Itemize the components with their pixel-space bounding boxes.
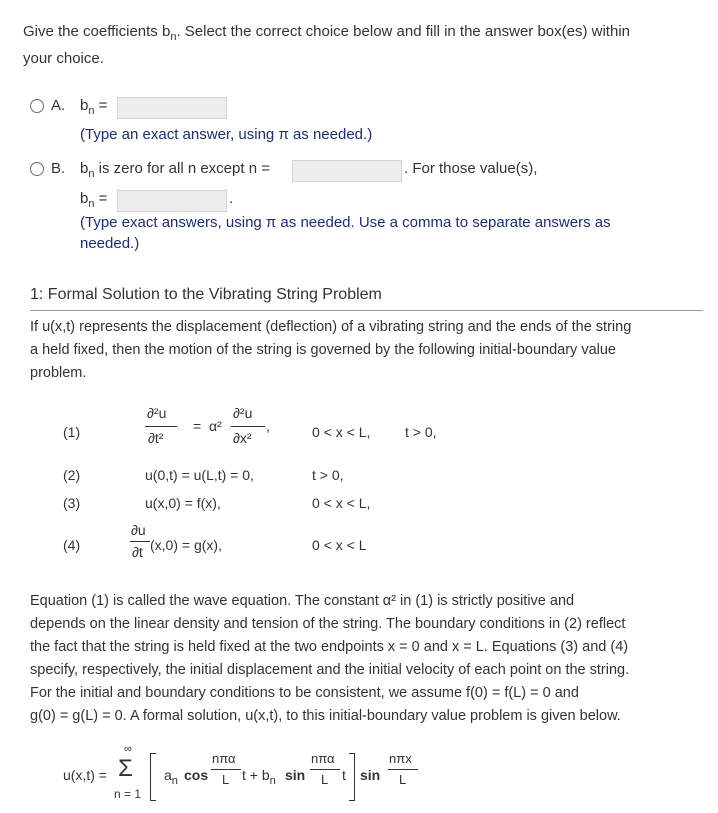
prompt-text: Give the coefficients b [23,23,171,40]
choice-b-hint-line1: (Type exact answers, using π as needed. Use a comma to separate answers as [80,214,611,231]
b-label: b [80,97,89,114]
eq4-dt: ∂t [132,544,143,560]
explanation-line-5: For the initial and boundary conditions to be consistent, we assume f(0) = f(L) = 0 and [30,685,579,701]
eq4-du: ∂u [131,522,146,538]
eq1-rhs-denominator: ∂x² [233,430,252,446]
eq1-condition-x: 0 < x < L, [312,424,371,440]
choice-a-letter: A. [51,97,66,114]
choice-b-letter: B. [51,160,66,177]
question-prompt-line2 [23,47,703,71]
equals-sign: = [94,97,108,114]
eq1-rhs-fraction-bar [231,426,265,427]
choice-b-hint-line2: needed.) [80,235,140,252]
sin-x-fraction-bar [388,769,418,770]
solution-lhs: u(x,t) = [63,767,107,783]
choice-a-radio[interactable] [30,99,44,113]
eq1-lhs-fraction-bar [145,426,177,427]
b-label: b [80,160,89,177]
explanation-line-2: depends on the linear density and tension of the string. The boundary conditions in (2) reflect [30,616,626,632]
intro-line-2: a held fixed, then the motion of the string is governed by the following initial-boundary value [30,342,616,358]
eq4-expression: (x,0) = g(x), [150,537,222,553]
b-subscript: n [88,105,95,117]
t-plus-b-text: t + b [242,767,270,783]
choice-a-hint: (Type an exact answer, using π as needed.) [80,126,373,143]
intro-line-1: If u(x,t) represents the displacement (deflection) of a vibrating string and the ends of the string [30,319,632,335]
choice-b-bn-label [80,190,108,210]
explanation-line-1: Equation (1) is called the wave equation. The constant α² in (1) is strictly positive and [30,593,575,609]
eq4-fraction-bar [130,541,150,542]
cos-function: cos [184,767,209,783]
eq3-condition: 0 < x < L, [312,495,371,511]
choice-a-answer-box[interactable] [117,97,227,119]
sum-upper-limit: ∞ [124,743,132,755]
choice-b-radio[interactable] [30,162,44,176]
sigma-symbol: Σ [118,755,133,782]
eq4-number: (4) [63,537,81,553]
t-plus-b-n [242,767,276,787]
section-title: 1: Formal Solution to the Vibrating String Problem [30,286,382,303]
b-subscript: n [88,198,95,210]
sin-numerator: nπα [311,751,335,766]
a-label: a [164,767,172,783]
choice-b-period: . [229,190,234,207]
except-text: is zero for all n except n = [94,160,270,177]
left-bracket [150,753,156,801]
sum-lower-limit: n = 1 [114,787,142,801]
eq1-number: (1) [63,424,81,440]
b-subscript: n [88,168,95,180]
explanation-line-4: specify, respectively, the initial displacement and the initial velocity of each point on the string. [30,662,630,678]
a-n-coefficient [164,767,178,787]
sin-x-function: sin [360,767,381,783]
prompt-line2-text: your choice. [23,50,104,67]
prompt-text-cont: . Select the correct choice below and fill in the answer box(es) within [176,23,630,40]
eq1-comma: , [266,418,270,434]
sin-x-numerator: nπx [389,751,412,766]
eq1-lhs-denominator: ∂t² [148,430,164,446]
cos-fraction-bar [211,769,241,770]
eq1-alpha-squared: α² [209,418,222,434]
eq3-number: (3) [63,495,81,511]
b-subscript: n [269,775,276,787]
choice-b-bn-answer-box[interactable] [117,190,227,212]
right-bracket [349,753,355,801]
t-variable: t [342,767,346,783]
eq1-rhs-numerator: ∂²u [233,405,253,421]
sin-denominator: L [321,772,329,787]
equals-sign: = [94,190,108,207]
eq1-equals: = [193,418,202,434]
explanation-line-3: the fact that the string is held fixed at the two endpoints x = 0 and x = L. Equations (3) and (4) [30,639,629,655]
eq4-condition: 0 < x < L [312,537,367,553]
eq1-condition-t: t > 0, [405,424,437,440]
choice-a-label [80,97,108,117]
eq2-condition: t > 0, [312,467,344,483]
b-label: b [80,190,89,207]
eq2-expression: u(0,t) = u(L,t) = 0, [145,467,254,483]
cos-numerator: nπα [212,751,236,766]
sin-fraction-bar [310,769,340,770]
section-divider [30,310,703,311]
sin-x-denominator: L [399,772,407,787]
a-subscript: n [171,775,178,787]
explanation-line-6: g(0) = g(L) = 0. A formal solution, u(x,t), to this initial-boundary value problem is given below. [30,708,621,724]
sin-function: sin [285,767,306,783]
prompt-subscript: n [170,31,177,43]
eq3-expression: u(x,0) = f(x), [145,495,221,511]
cos-denominator: L [222,772,230,787]
choice-b-n-answer-box[interactable] [292,160,402,182]
choice-b-text [80,160,270,180]
choice-b-text-after: . For those value(s), [404,160,538,177]
eq2-number: (2) [63,467,81,483]
question-prompt [23,20,703,45]
eq1-lhs-numerator: ∂²u [147,405,167,421]
intro-line-3: problem. [30,365,87,381]
